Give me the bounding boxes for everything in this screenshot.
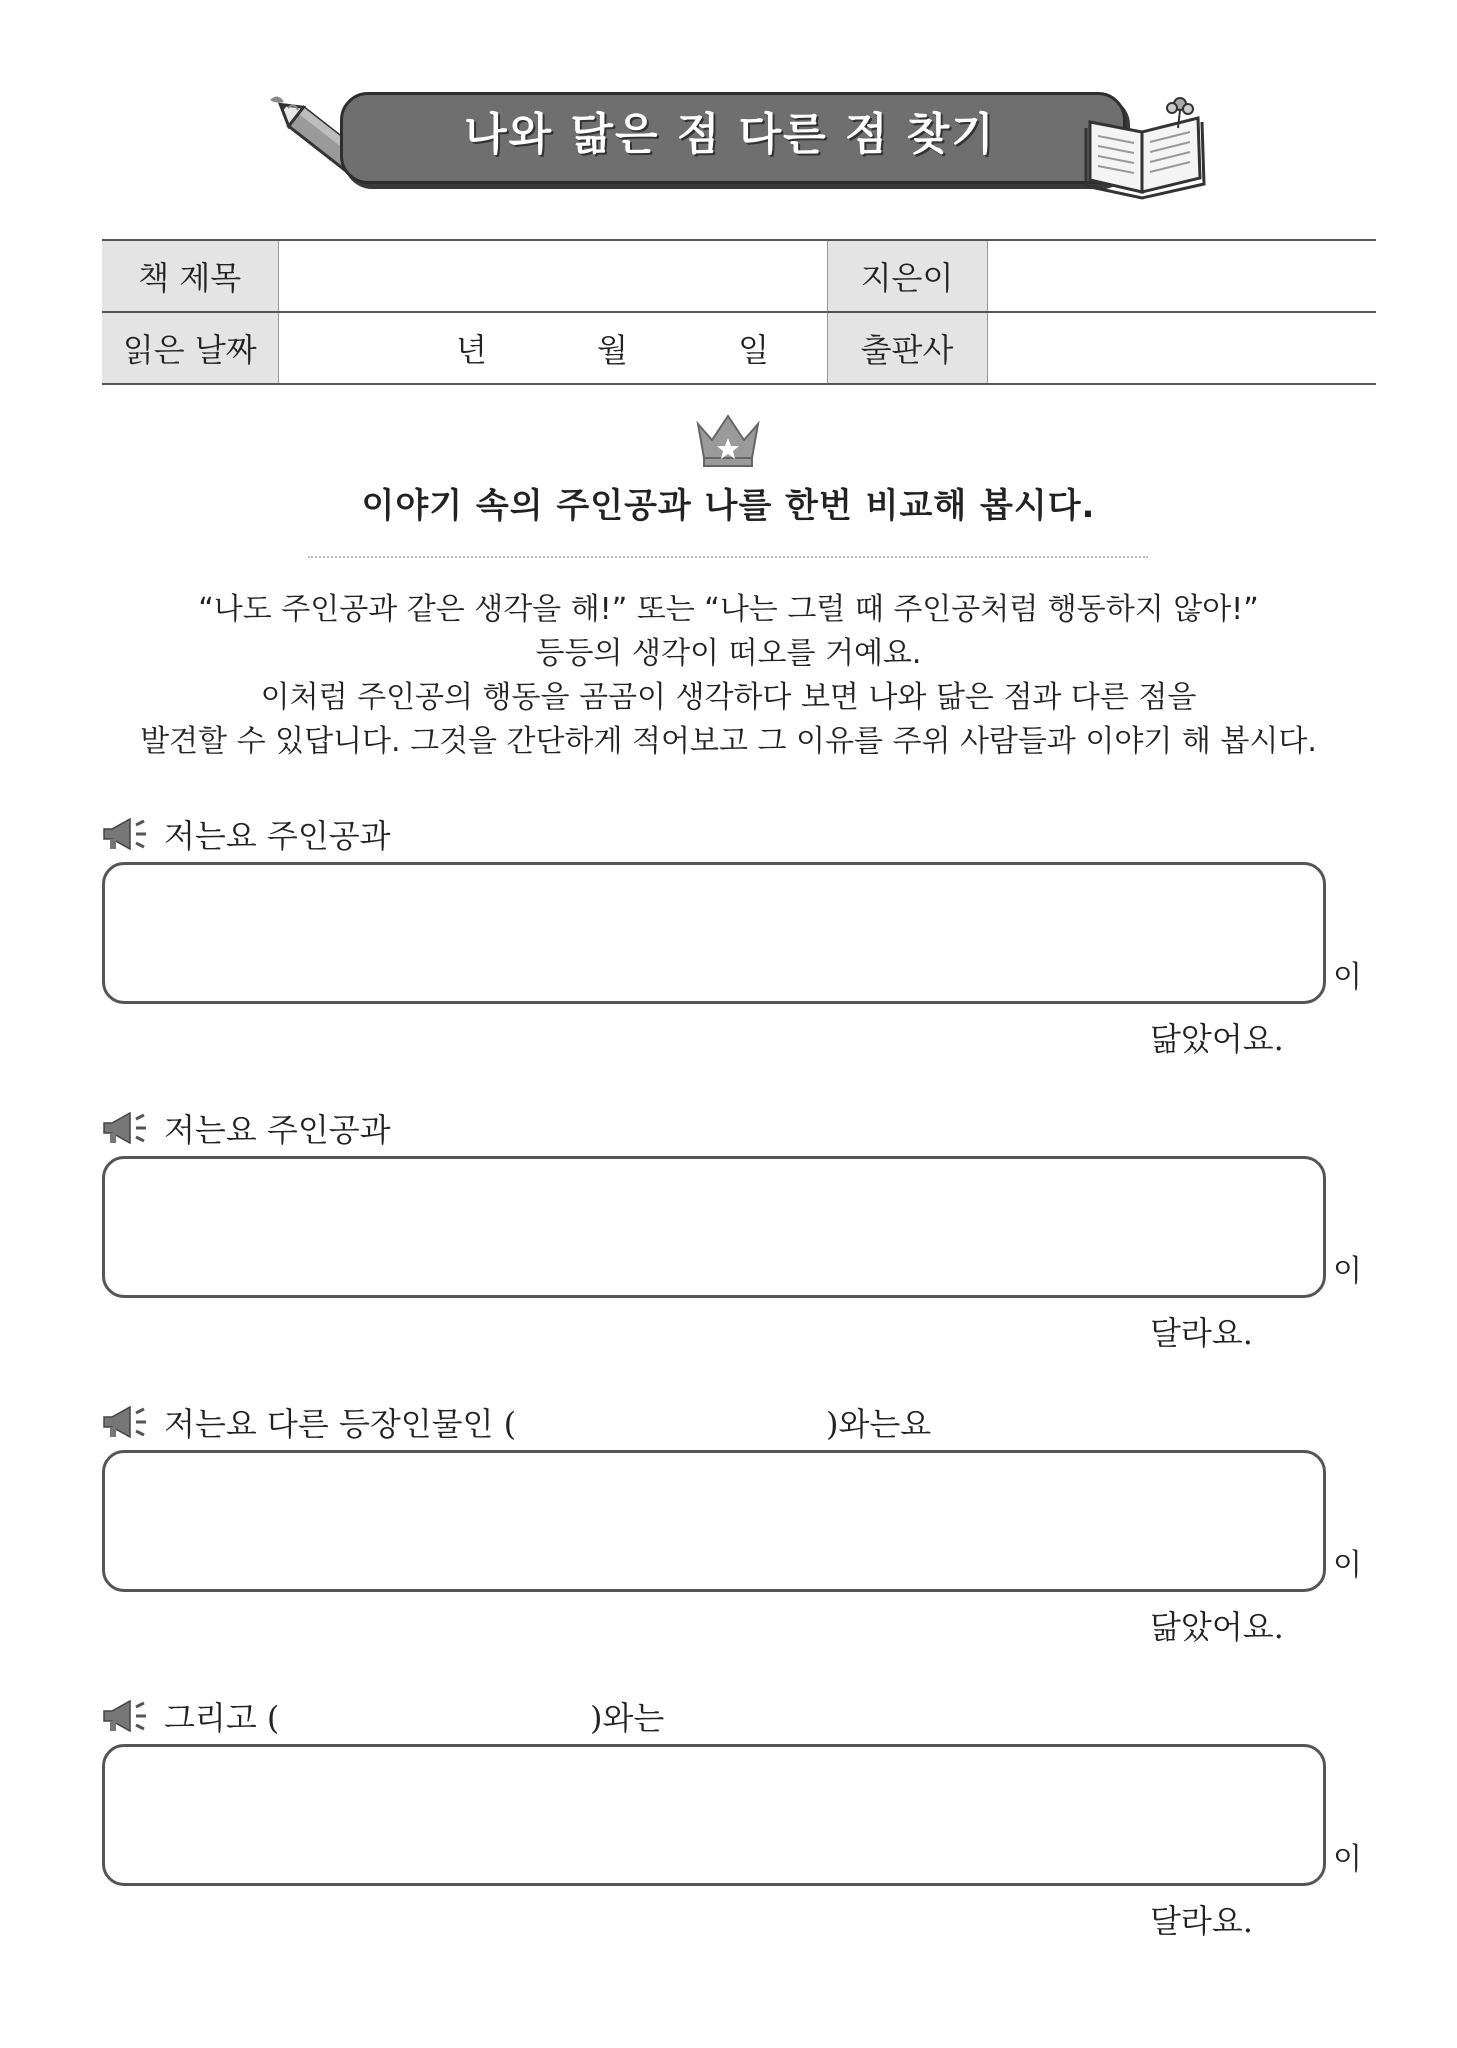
table-row [102,312,1376,384]
section-label-text: 그리고 ( [164,1699,280,1737]
answer-box[interactable] [102,1450,1326,1592]
intro-line: 발견할 수 있답니다. 그것을 간단하게 적어보고 그 이유를 주위 사람들과 이야기 해 봅시다. [140,724,1317,759]
megaphone-icon [100,1699,152,1733]
publisher-label: 출판사 [827,312,987,384]
year-label: 년 [455,331,487,369]
intro-line: “나도 주인공과 같은 생각을 해!” 또는 “나는 그럴 때 주인공처럼 행동하지 않아!” [198,592,1259,627]
day-label: 일 [738,331,770,369]
crown-icon [692,410,764,470]
month-label: 월 [597,331,628,369]
intro-line: 등등의 생각이 떠오를 거예요. [535,636,922,671]
suffix-text: 이 [1333,960,1362,995]
section-label-text: 저는요 주인공과 [164,1111,391,1149]
ending-text: 달라요. [1150,1902,1253,1940]
ending-text: 닮았어요. [1150,1608,1284,1646]
author-label: 지은이 [827,240,987,312]
section-4-label [100,1694,279,1738]
character-name-blank[interactable] [528,1406,818,1444]
ending-text: 닮았어요. [1150,1020,1284,1058]
section-label-close: )와는요 [826,1405,932,1443]
section-1-label [100,812,391,856]
subtitle: 이야기 속의 주인공과 나를 한번 비교해 봅시다. [361,486,1096,526]
read-date-label: 읽은 날짜 [102,312,278,384]
intro-text [100,588,1357,764]
page-title: 나와 닮은 점 다른 점 찾기 [464,109,996,160]
dotted-divider [308,556,1148,558]
publisher-field[interactable] [987,312,1376,384]
section-3-label [100,1400,516,1444]
suffix-text: 이 [1333,1842,1362,1877]
megaphone-icon [100,817,152,851]
answer-box[interactable] [102,1156,1326,1298]
book-title-field[interactable] [278,240,827,312]
intro-line: 이처럼 주인공의 행동을 곰곰이 생각하다 보면 나와 닮은 점과 다른 점을 [260,680,1197,715]
section-label-text: 저는요 주인공과 [164,817,391,855]
suffix-text: 이 [1333,1254,1362,1289]
megaphone-icon [100,1405,152,1439]
open-book-icon [1080,92,1210,202]
section-2-label [100,1106,391,1150]
section-label-close: )와는 [590,1699,665,1737]
book-info-table [102,239,1376,385]
answer-box[interactable] [102,1744,1326,1886]
author-field[interactable] [987,240,1376,312]
character-name-blank[interactable] [292,1700,582,1738]
suffix-text: 이 [1333,1548,1362,1583]
section-label-text: 저는요 다른 등장인물인 ( [164,1405,517,1443]
ending-text: 달라요. [1150,1314,1253,1352]
megaphone-icon [100,1111,152,1145]
book-title-label: 책 제목 [102,240,278,312]
table-row [102,240,1376,312]
answer-box[interactable] [102,862,1326,1004]
read-date-field[interactable] [278,312,827,384]
